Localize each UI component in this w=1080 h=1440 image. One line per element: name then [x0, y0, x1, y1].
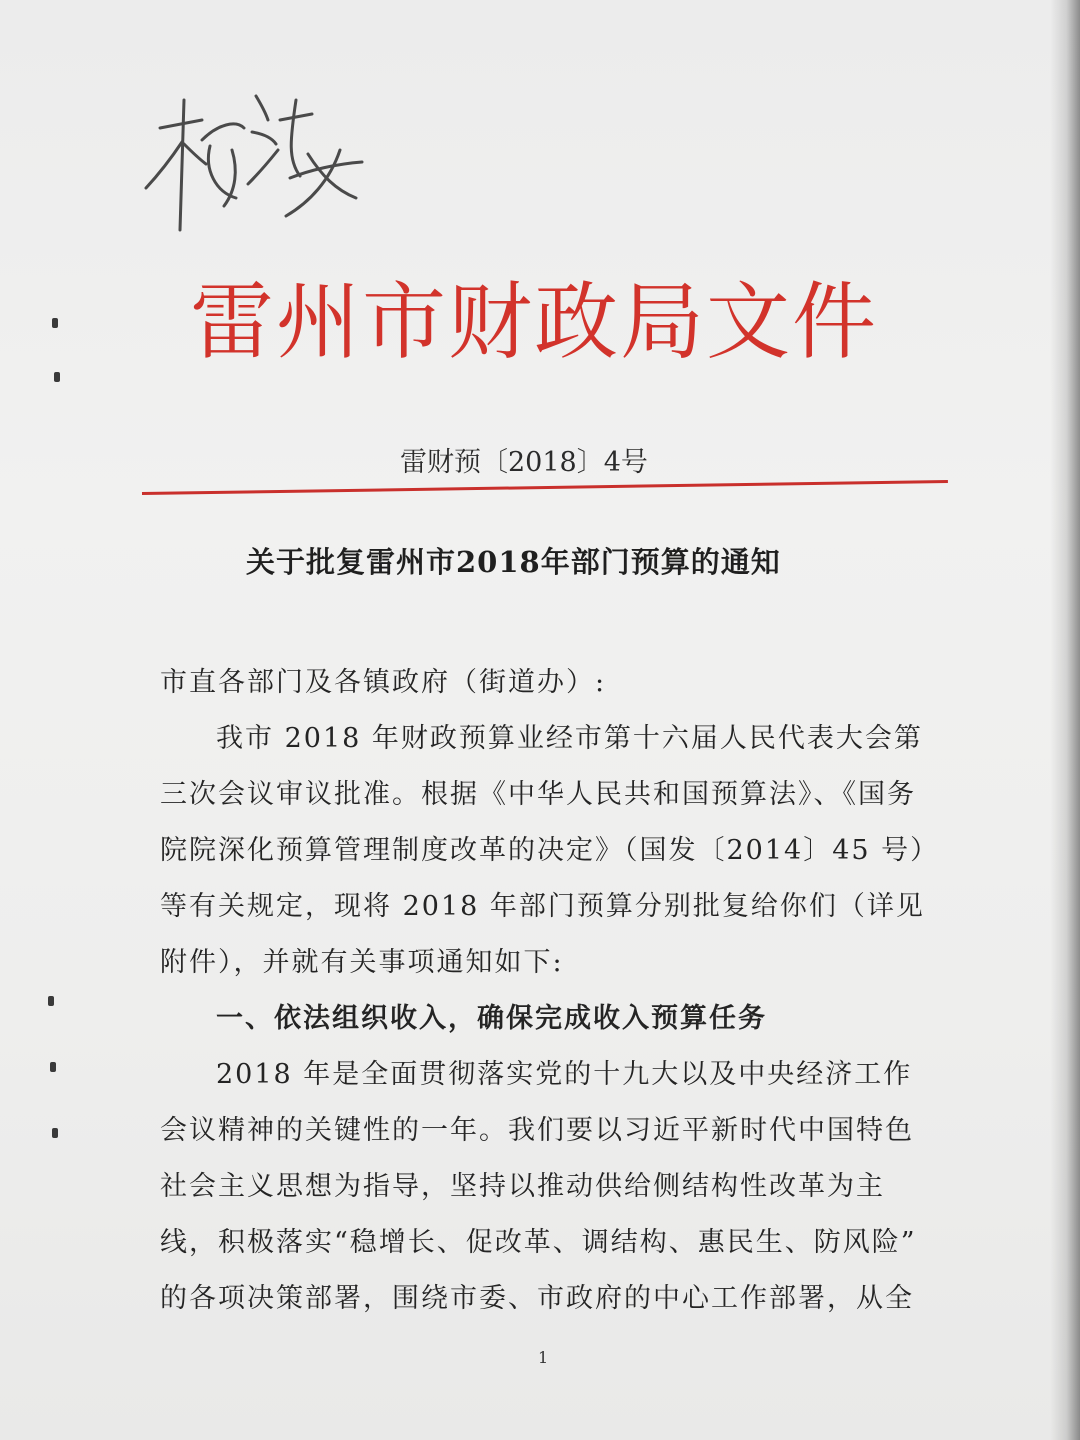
- page-edge-shadow: [1050, 0, 1080, 1440]
- document-subject: 关于批复雷州市2018年部门预算的通知: [246, 545, 781, 579]
- staple-mark: [52, 1128, 58, 1138]
- handwritten-signature: [140, 80, 380, 250]
- body-line: 线，积极落实“稳增长、促改革、调结构、惠民生、防风险”: [160, 1227, 917, 1258]
- staple-mark: [50, 1062, 56, 1072]
- body-line: 院院深化预算管理制度改革的决定》（国发〔2014〕45 号）: [160, 835, 940, 866]
- body-line: 三次会议审议批准。根据《中华人民共和国预算法》、《国务: [160, 779, 916, 810]
- section-heading: 一、依法组织收入，确保完成收入预算任务: [216, 1003, 767, 1034]
- staple-mark: [52, 318, 58, 328]
- body-line: 会议精神的关键性的一年。我们要以习近平新时代中国特色: [160, 1115, 914, 1146]
- page-number: 1: [538, 1348, 549, 1367]
- body-line: 社会主义思想为指导，坚持以推动供给侧结构性改革为主: [160, 1171, 885, 1202]
- staple-mark: [48, 996, 54, 1006]
- staple-mark: [54, 372, 60, 382]
- header-divider-rule: [142, 480, 948, 495]
- body-line: 等有关规定，现将 2018 年部门预算分别批复给你们（详见: [160, 891, 925, 922]
- body-line: 的各项决策部署，围绕市委、市政府的中心工作部署，从全: [160, 1283, 914, 1314]
- salutation-line: 市直各部门及各镇政府（街道办）:: [160, 667, 607, 698]
- document-header-title: 雷州市财政局文件: [190, 273, 879, 371]
- body-line: 2018 年是全面贯彻落实党的十九大以及中央经济工作: [216, 1059, 913, 1090]
- file-number: 雷财预〔2018〕4号: [400, 447, 648, 478]
- body-line: 我市 2018 年财政预算业经市第十六届人民代表大会第: [216, 723, 923, 754]
- body-line: 附件），并就有关事项通知如下:: [160, 947, 564, 978]
